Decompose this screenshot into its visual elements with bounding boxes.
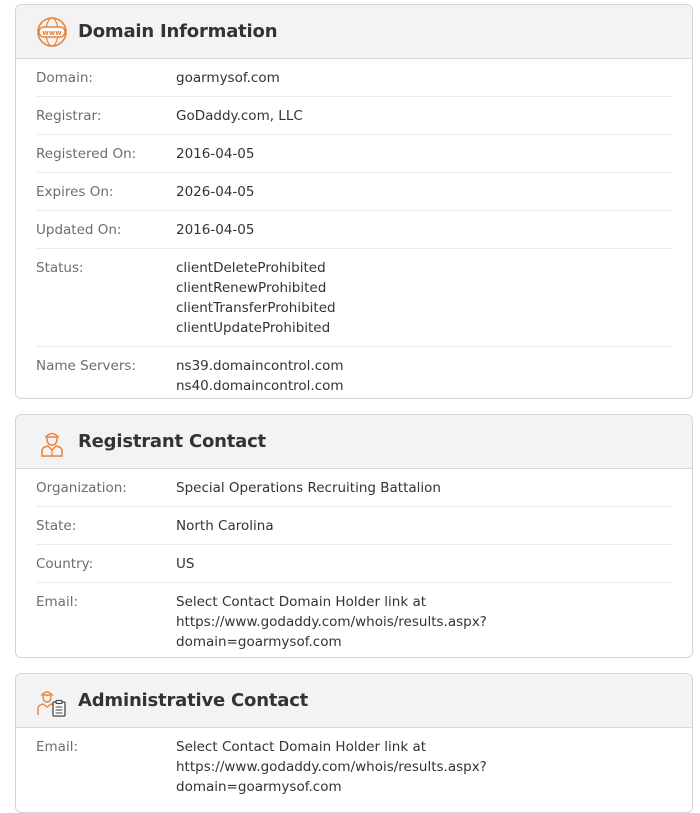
status-item: clientUpdateProhibited — [176, 320, 331, 336]
administrative-contact-title: Administrative Contact — [78, 690, 309, 711]
administrative-contact-header — [16, 674, 692, 728]
organization-row — [36, 469, 672, 507]
status-item: clientTransferProhibited — [176, 300, 336, 316]
country-value — [176, 554, 672, 574]
organization-value — [176, 478, 672, 498]
registrant-email-label: Email: — [36, 594, 79, 610]
domain-information-header — [16, 5, 692, 59]
name-servers-values — [176, 356, 672, 396]
admin-email-label: Email: — [36, 739, 79, 755]
administrative-contact-body — [16, 728, 692, 805]
administrative-contact-card — [15, 673, 693, 813]
email-line: https://www.godaddy.com/whois/results.aspx? — [176, 759, 487, 775]
domain-row — [36, 59, 672, 97]
status-values — [176, 258, 672, 338]
registrant-email-row — [36, 583, 672, 658]
domain-information-body — [16, 59, 692, 399]
person-icon — [36, 426, 68, 458]
registrant-contact-card — [15, 414, 693, 658]
email-line: domain=goarmysof.com — [176, 634, 342, 650]
country-code: US — [176, 556, 195, 572]
domain-information-card — [15, 4, 693, 399]
country-label: Country: — [36, 556, 94, 572]
registered-on-label: Registered On: — [36, 146, 137, 162]
updated-on-label: Updated On: — [36, 222, 122, 238]
expires-on-date: 2026-04-05 — [176, 184, 255, 200]
status-item: clientRenewProhibited — [176, 280, 327, 296]
domain-information-title: Domain Information — [78, 21, 278, 42]
status-label: Status: — [36, 260, 84, 276]
registrant-email-value — [176, 592, 672, 652]
domain-name: goarmysof.com — [176, 70, 280, 86]
country-row — [36, 545, 672, 583]
organization-label: Organization: — [36, 480, 127, 496]
status-item: clientDeleteProhibited — [176, 260, 326, 276]
registered-on-value — [176, 144, 672, 164]
organization-name: Special Operations Recruiting Battalion — [176, 480, 441, 496]
admin-email-value — [176, 737, 672, 797]
state-label: State: — [36, 518, 77, 534]
registered-on-date: 2016-04-05 — [176, 146, 255, 162]
domain-value — [176, 68, 672, 88]
expires-on-row — [36, 173, 672, 211]
expires-on-label: Expires On: — [36, 184, 114, 200]
email-line: Select Contact Domain Holder link at — [176, 739, 427, 755]
registrar-value — [176, 106, 672, 126]
email-line: domain=goarmysof.com — [176, 779, 342, 795]
state-name: North Carolina — [176, 518, 274, 534]
registrant-contact-title: Registrant Contact — [78, 431, 266, 452]
www-icon — [36, 16, 68, 48]
name-server-item: ns40.domaincontrol.com — [176, 378, 344, 394]
svg-text:www: www — [42, 28, 62, 37]
registrant-contact-header — [16, 415, 692, 469]
registrar-name: GoDaddy.com, LLC — [176, 108, 303, 124]
name-servers-label: Name Servers: — [36, 358, 136, 374]
name-servers-row — [36, 347, 672, 399]
state-value — [176, 516, 672, 536]
admin-email-row — [36, 728, 672, 805]
email-line: Select Contact Domain Holder link at — [176, 594, 427, 610]
expires-on-value — [176, 182, 672, 202]
email-line: https://www.godaddy.com/whois/results.aspx? — [176, 614, 487, 630]
updated-on-row — [36, 211, 672, 249]
person-clipboard-icon — [36, 685, 68, 717]
name-server-item: ns39.domaincontrol.com — [176, 358, 344, 374]
registrar-row — [36, 97, 672, 135]
domain-label: Domain: — [36, 70, 93, 86]
registrant-contact-body — [16, 469, 692, 658]
updated-on-date: 2016-04-05 — [176, 222, 255, 238]
state-row — [36, 507, 672, 545]
registrar-label: Registrar: — [36, 108, 102, 124]
status-row — [36, 249, 672, 347]
updated-on-value — [176, 220, 672, 240]
registered-on-row — [36, 135, 672, 173]
